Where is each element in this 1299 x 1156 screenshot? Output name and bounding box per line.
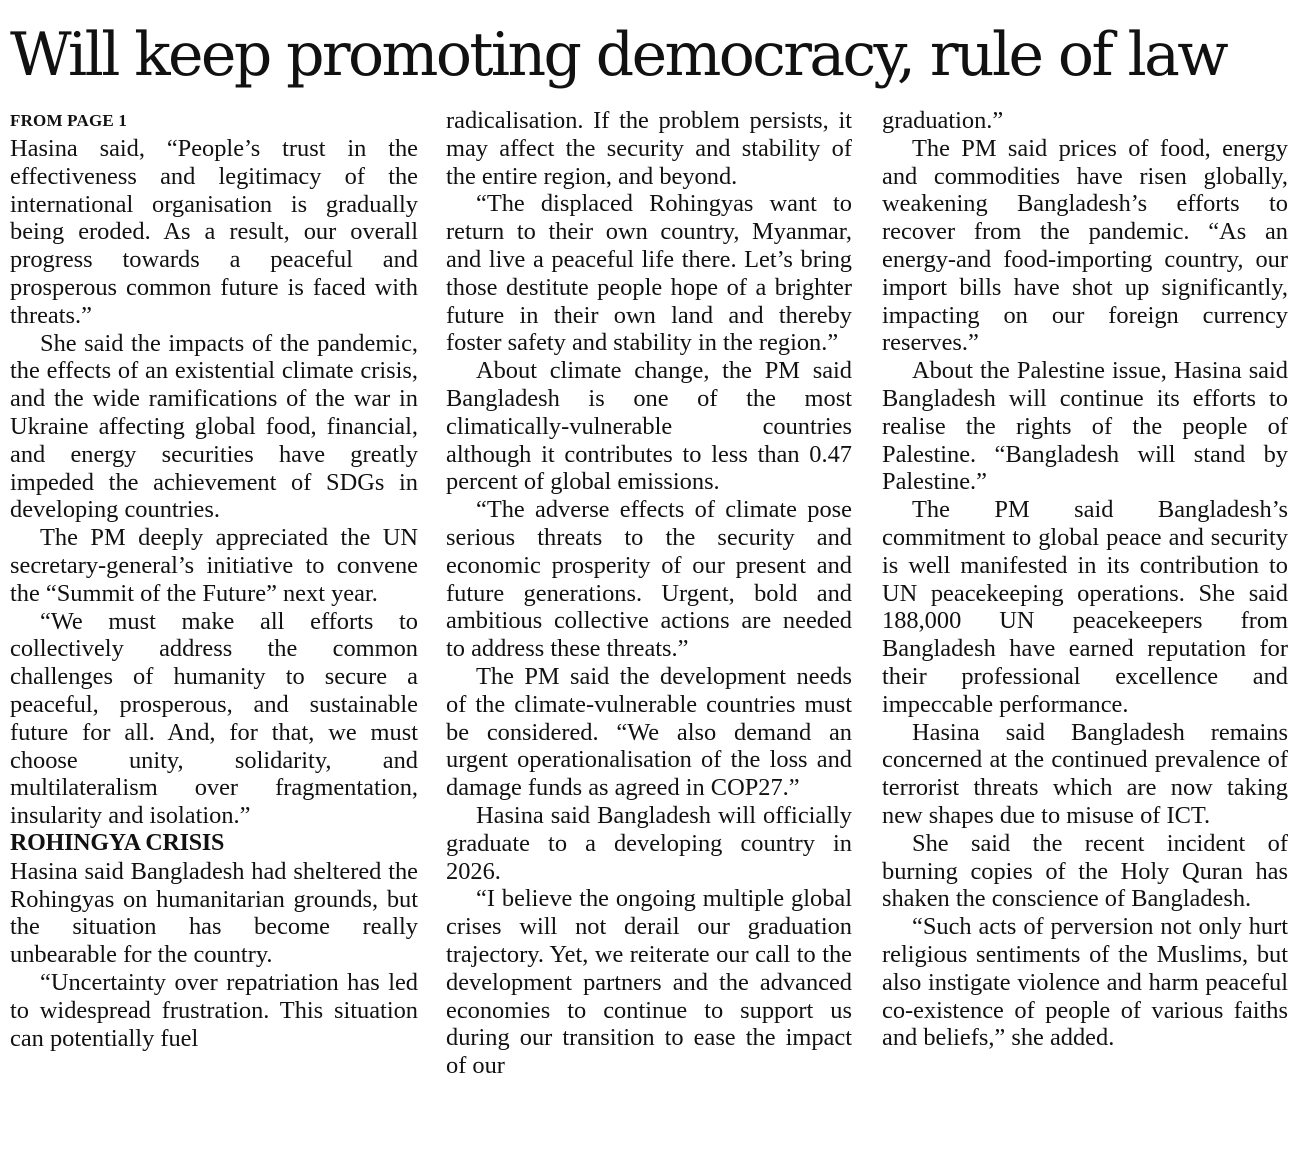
paragraph: The PM said the development needs of the climate-vulnerable countries must be considered. “We also demand an urgent operationalisation of the loss and damage funds as agreed in COP27.” [446, 662, 852, 802]
article-column-2 [446, 107, 852, 1080]
paragraph: She said the impacts of the pandemic, the effects of an existential climate crisis, and the wide ramifications of the war in Ukraine affecting global food, financial, and energy securities have greatly impeded the achievement of SDGs in developing countries. [10, 329, 418, 524]
paragraph: “Uncertainty over repatriation has led to widespread frustration. This situation can potentially fuel [10, 968, 418, 1052]
paragraph: The PM said prices of food, energy and commodities have risen globally, weakening Bangladesh’s efforts to recover from the pandemic. “As an energy-and food-importing country, our import bills have shot up significantly, impacting on our foreign currency reserves.” [882, 134, 1288, 357]
section-subhead: ROHINGYA CRISIS [10, 829, 225, 856]
paragraph: Hasina said Bangladesh remains concerned at the continued prevalence of terrorist threats which are now taking new shapes due to misuse of ICT. [882, 718, 1288, 829]
paragraph: graduation.” [882, 107, 1004, 134]
continuation-kicker: FROM PAGE 1 [10, 111, 128, 130]
paragraph: Hasina said Bangladesh had sheltered the Rohingyas on humanitarian grounds, but the situation has become really unbearable for the country. [10, 857, 418, 969]
paragraph: She said the recent incident of burning copies of the Holy Quran has shaken the conscience of Bangladesh. [882, 829, 1288, 913]
paragraph: “I believe the ongoing multiple global crises will not derail our graduation trajectory. Yet, we reiterate our call to the development partners and the advanced economies to continue to support us during our transition to ease the impact of our [446, 885, 852, 1080]
paragraph: The PM said Bangladesh’s commitment to global peace and security is well manifested in its contribution to UN peacekeeping operations. She said 188,000 UN peacekeepers from Bangladesh have earned reputation for their professional excellence and impeccable performance. [882, 496, 1288, 718]
paragraph: “We must make all efforts to collectively address the common challenges of humanity to secure a peaceful, prosperous, and sustainable future for all. And, for that, we must choose unity, solidarity, and multilateralism over fragmentation, insularity and isolation.” [10, 607, 418, 830]
paragraph: “The displaced Rohingyas want to return to their own country, Myanmar, and live a peaceful life there. Let’s bring those destitute people hope of a brighter future in their own land and thereby foster safety and stability in the region.” [446, 190, 852, 357]
headline: Will keep promoting democracy, rule of law [10, 20, 1227, 90]
paragraph: About climate change, the PM said Bangladesh is one of the most climatically-vulnerable countries although it contributes to less than 0.47 percent of global emissions. [446, 357, 852, 496]
article-column-1 [10, 107, 418, 1052]
paragraph: About the Palestine issue, Hasina said Bangladesh will continue its efforts to realise the rights of the people of Palestine. “Bangladesh will stand by Palestine.” [882, 357, 1288, 496]
article-column-3 [882, 107, 1288, 1052]
paragraph: “The adverse effects of climate pose serious threats to the security and economic prosperity of our present and future generations. Urgent, bold and ambitious collective actions are needed to address these threats.” [446, 496, 852, 663]
paragraph: The PM deeply appreciated the UN secretary-general’s initiative to convene the “Summit of the Future” next year. [10, 524, 418, 607]
paragraph: Hasina said, “People’s trust in the effectiveness and legitimacy of the international organisation is gradually being eroded. As a result, our overall progress towards a peaceful and prosperous common future is faced with threats.” [10, 135, 418, 329]
paragraph: Hasina said Bangladesh will officially graduate to a developing country in 2026. [446, 801, 852, 885]
paragraph: “Such acts of perversion not only hurt religious sentiments of the Muslims, but also instigate violence and harm peaceful co-existence of people of various faiths and beliefs,” she added. [882, 913, 1288, 1052]
paragraph: radicalisation. If the problem persists, it may affect the security and stability of the entire region, and beyond. [446, 107, 852, 190]
